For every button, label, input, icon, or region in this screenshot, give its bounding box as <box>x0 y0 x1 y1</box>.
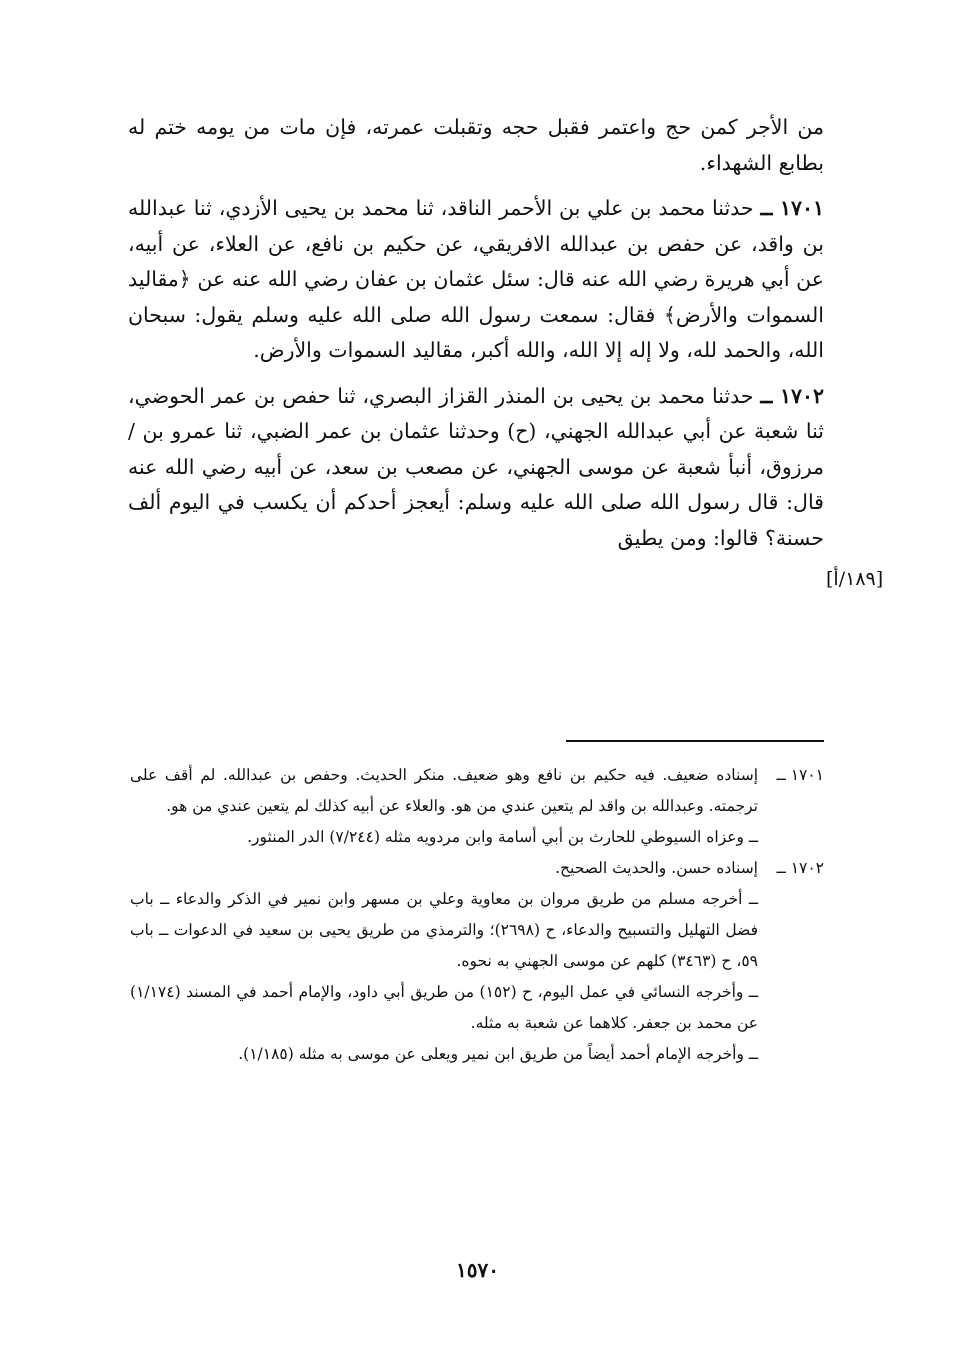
footnote-item: ــ وأخرجه النسائي في عمل اليوم، ح (١٥٢) من طريق أبي داود، والإمام أحمد في المسند (١/١٧٤) عن محمد بن جعفر. كلاهما عن شعبة به مثله. <box>130 983 758 1032</box>
page-number: ١٥٧٠ <box>456 1258 499 1282</box>
hadith-text: حدثنا محمد بن علي بن الأحمر الناقد، ثنا محمد بن يحيى الأزدي، ثنا عبدالله بن واقد، عن حفص بن عبدالله الافريقي، عن حكيم بن نافع، عن العلاء، عن أبيه، عن أبي هريرة رضي الله عنه قال: سئل عثمان بن عفان رضي الله عنه عن ﴿مقاليد السموات والأرض﴾ فقال: سمعت رسول الله صلى الله عليه وسلم يقول: سبحان الله، والحمد لله، ولا إله إلا الله، والله أكبر، مقاليد السموات والأرض. <box>128 196 824 362</box>
footnote-1701 <box>130 760 824 853</box>
footnote-number: ١٧٠١ ــ <box>776 766 824 784</box>
hadith-1701 <box>128 191 824 369</box>
footnote-number: ١٧٠٢ ــ <box>776 859 824 877</box>
main-text <box>128 110 824 556</box>
footnote-1702 <box>130 853 824 1070</box>
hadith-1702 <box>128 379 824 557</box>
footnote-item: ــ أخرجه مسلم من طريق مروان بن معاوية وعلي بن مسهر وابن نمير في الذكر والدعاء ــ باب فضل التهليل والتسبيح والدعاء، ح (٢٦٩٨)؛ والترمذي من طريق يحيى بن سعيد في الدعوات ــ باب ٥٩، ح (٣٤٦٣) كلهم عن موسى الجهني به نحوه. <box>130 890 758 970</box>
manuscript-folio-marker: [١٨٩/أ] <box>826 568 884 590</box>
footnote-text: إسناده ضعيف. فيه حكيم بن نافع وهو ضعيف. منكر الحديث. وحفص بن عبدالله. لم أقف على ترجمته. وعبدالله بن واقد لم يتعين عندي من هو. والعلاء عن أبيه كذلك لم يتعين عندي من هو. <box>130 766 758 815</box>
hadith-number: ١٧٠١ ــ <box>760 196 824 220</box>
paragraph-continuation: من الأجر كمن حج واعتمر فقبل حجه وتقبلت عمرته، فإن مات من يومه ختم له بطابع الشهداء. <box>128 115 824 175</box>
footnote-text: إسناده حسن. والحديث الصحيح. <box>555 859 758 877</box>
footnote-item: ــ وعزاه السيوطي للحارث بن أبي أسامة وابن مردويه مثله (٧/٢٤٤) الدر المنثور. <box>247 828 758 846</box>
footnote-divider <box>566 740 824 742</box>
footnotes <box>130 760 824 1070</box>
footnote-item: ــ وأخرجه الإمام أحمد أيضاً من طريق ابن نمير ويعلى عن موسى به مثله (١/١٨٥). <box>238 1045 758 1063</box>
hadith-number: ١٧٠٢ ــ <box>760 383 824 408</box>
hadith-text: حدثنا محمد بن يحيى بن المنذر القزاز البصري، ثنا حفص بن عمر الحوضي، ثنا شعبة عن أبي عبدالله الجهني، (ح) وحدثنا عثمان بن عمر الضبي، ثنا عمرو بن / مرزوق، أنبأ شعبة عن موسى الجهني، عن مصعب بن سعد، عن أبيه رضي الله عنه قال: قال رسول الله صلى الله عليه وسلم: أيعجز أحدكم أن يكسب في اليوم ألف حسنة؟ قالوا: ومن يطيق <box>128 383 824 550</box>
